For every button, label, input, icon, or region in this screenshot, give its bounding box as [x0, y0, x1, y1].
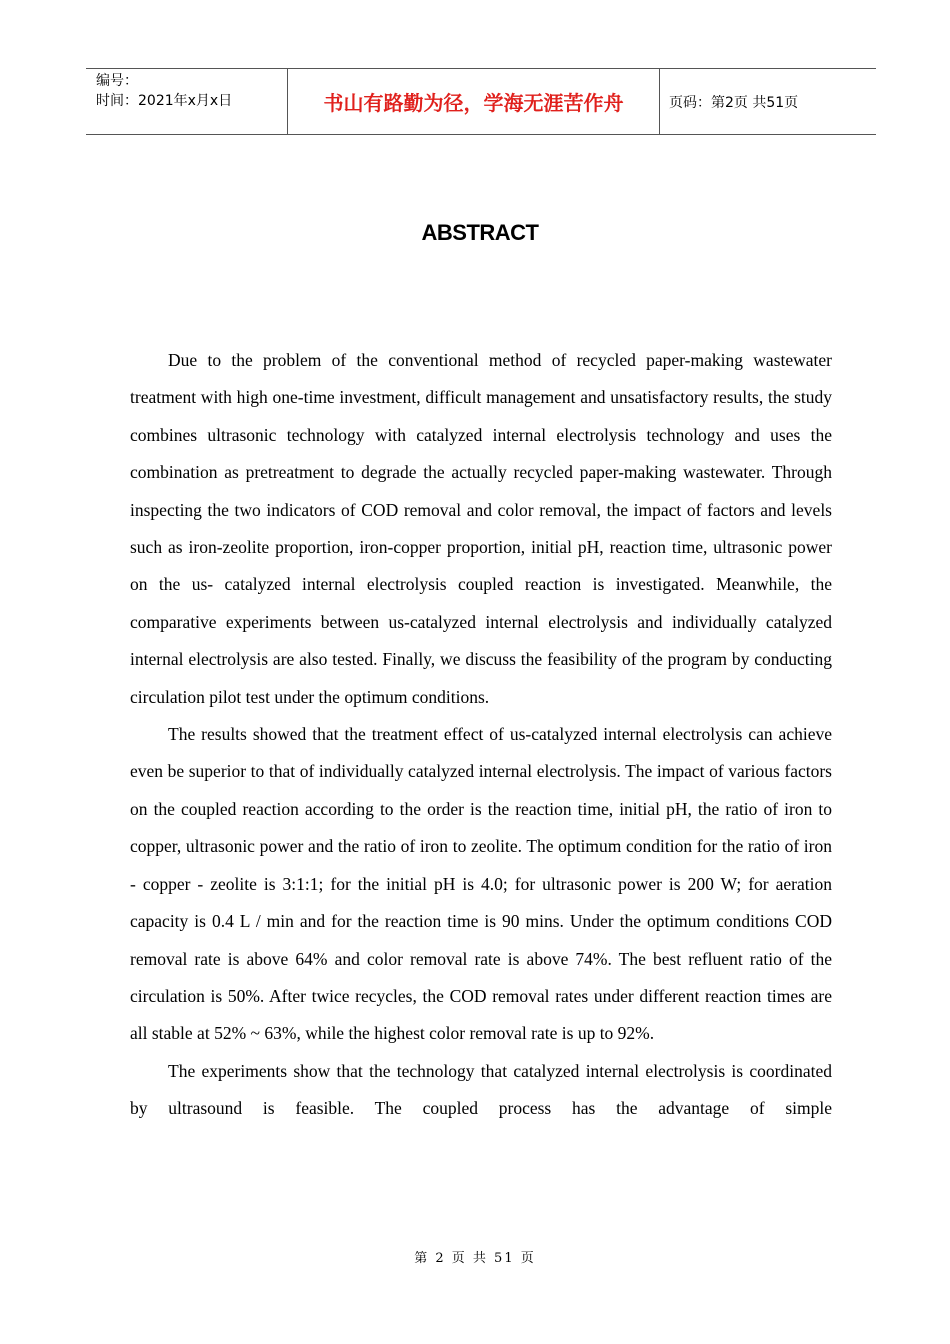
page-header [86, 68, 876, 135]
abstract-body [130, 342, 832, 1128]
paragraph-3: The experiments show that the technology that catalyzed internal electrolysis is coordinated by ultrasound is feasible. The coupled process has the advantage of simple [130, 1060, 832, 1119]
page-title: ABSTRACT [421, 220, 539, 245]
header-page-info: 页码：第2页 共51页 [669, 94, 799, 111]
code-label: 编号： [96, 73, 138, 89]
paragraph-2: The results showed that the treatment effect of us-catalyzed internal electrolysis can achieve even be superior to that of individually catalyzed internal electrolysis. The impact of various factors on the coupled reaction according to the order is the reaction time, initial pH, the ratio of iron to copper, ultrasonic power and the ratio of iron to zeolite. The optimum condition for the ratio of iron - copper - zeolite is 3:1:1; for the initial pH is 4.0; for ultrasonic power is 200 W; for aeration capacity is 0.4 L / min and for the reaction time is 90 mins. Under the optimum conditions COD removal rate is above 64% and color removal rate is above 74%. The best refluent ratio of the circulation is 50%. After twice recycles, the COD removal rates under different reaction times are all stable at 52% ~ 63%, while the highest color removal rate is up to 92%. [130, 724, 832, 1044]
date-line: 时间：2021年x月x日 [96, 93, 233, 109]
paragraph-1: Due to the problem of the conventional method of recycled paper-making wastewater treatment with high one-time investment, difficult management and unsatisfactory results, the study combines ultrasonic technology with catalyzed internal electrolysis technology and uses the combination as pretreatment to degrade the actually recycled paper-making wastewater. Through inspecting the two indicators of COD removal and color removal, the impact of factors and levels such as iron-zeolite proportion, iron-copper proportion, initial pH, reaction time, ultrasonic power on the us- catalyzed internal electrolysis coupled reaction is investigated. Meanwhile, the comparative experiments between us-catalyzed internal electrolysis and individually catalyzed internal electrolysis are also tested. Finally, we discuss the feasibility of the program by conducting circulation pilot test under the optimum conditions. [130, 350, 832, 707]
header-motto: 书山有路勤为径，学海无涯苦作舟 [287, 69, 660, 134]
header-meta [86, 69, 287, 134]
page-footer: 第 2 页 共 51 页 [414, 1251, 536, 1266]
